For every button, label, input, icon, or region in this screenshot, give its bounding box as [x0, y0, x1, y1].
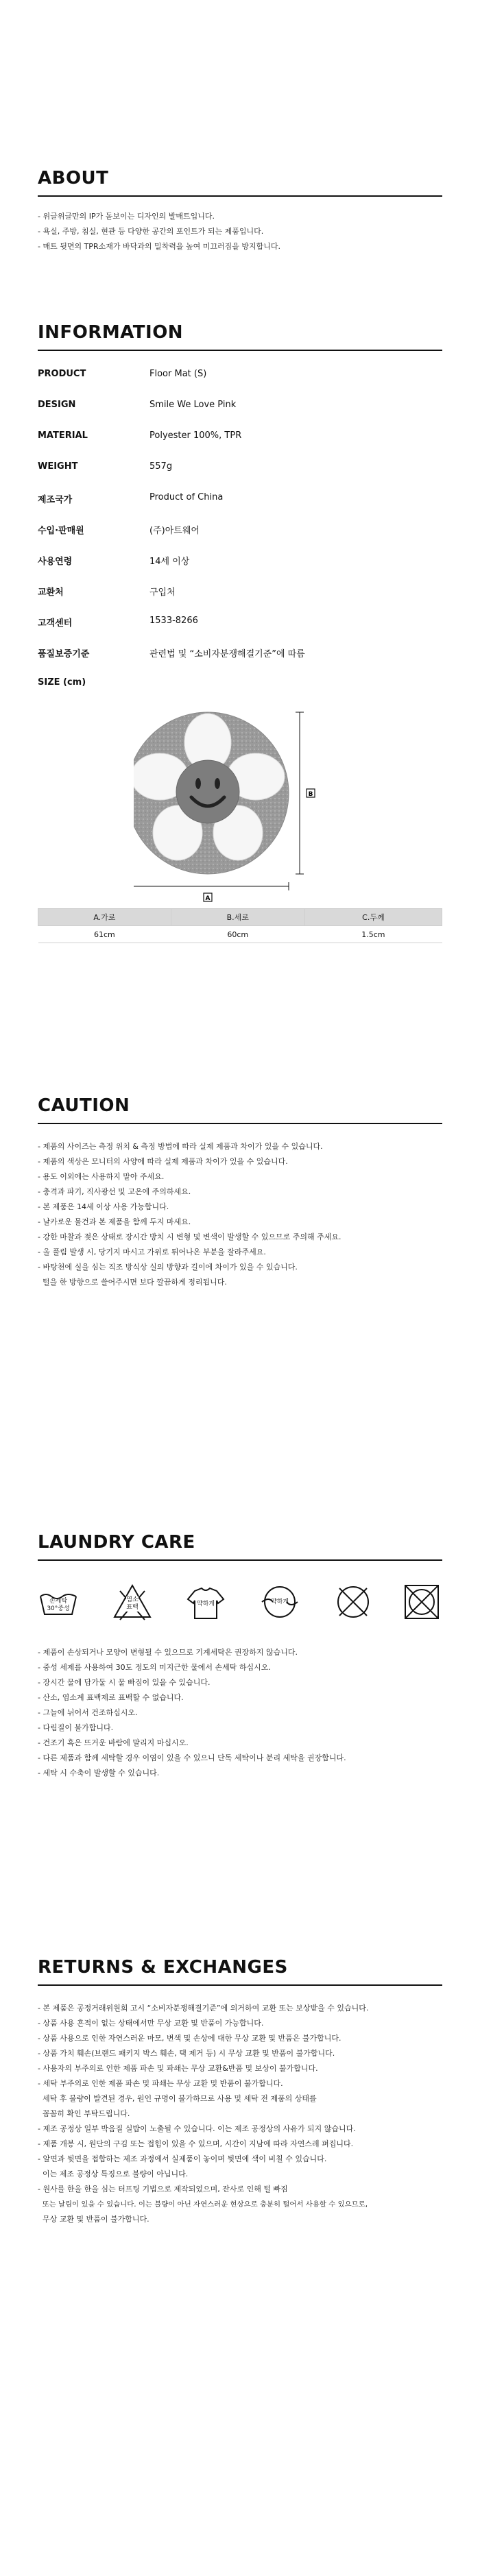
caution-title: CAUTION	[38, 1095, 130, 1116]
list-item: 털을 한 방향으로 쓸어주시면 보다 깔끔하게 정리됩니다.	[38, 1278, 227, 1287]
no-chlorine-bleach-icon	[112, 1581, 153, 1623]
list-item: - 상품 사용으로 인한 자연스러운 마모, 변색 및 손상에 대한 무상 교환 및 반품은 불가합니다.	[38, 2034, 341, 2043]
size-header-b: B.세로	[171, 909, 304, 926]
hand-wash-30-icon	[38, 1581, 79, 1623]
no-dry-clean-icon	[333, 1581, 374, 1623]
info-row-customer-center	[38, 616, 442, 629]
list-item: - 알면과 뒷면을 접합하는 제조 과정에서 실제품이 놓이며 뒷면에 색이 비칠 수 있습니다.	[38, 2154, 327, 2163]
care-text: 약하게	[270, 1599, 289, 1605]
list-item: - 위글위글만의 IP가 돋보이는 디자인의 발매트입니다.	[38, 212, 215, 221]
info-label: 품질보증기준	[38, 649, 90, 659]
care-text: 손세탁	[49, 1598, 68, 1605]
laundry-title: LAUNDRY CARE	[38, 1532, 195, 1553]
returns-list	[38, 2001, 442, 2227]
list-item: - 제품의 색상은 모니터의 사양에 따라 실제 제품과 차이가 있을 수 있습니다.	[38, 1157, 288, 1166]
info-value: Product of China	[149, 492, 224, 502]
smile-eye-left	[195, 778, 201, 789]
list-item: 이는 제조 공정상 특징으로 불량이 아닙니다.	[38, 2170, 189, 2178]
returns-title: RETURNS & EXCHANGES	[38, 1957, 288, 1978]
list-item: - 사용자의 부주의로 인한 제품 파손 및 파쇄는 무상 교환&반품 및 보상이 불가합니다.	[38, 2064, 318, 2073]
information-title: INFORMATION	[38, 322, 184, 343]
list-item: - 제품이 손상되거나 모양이 변형될 수 있으므로 기계세탁은 권장하지 않습니다.	[38, 1648, 298, 1657]
info-row-country	[38, 492, 442, 506]
list-item: - 다른 제품과 함께 세탁할 경우 이염이 있을 수 있으니 단독 세탁이나 분리 세탁을 권장합니다.	[38, 1753, 346, 1762]
info-value: 구입처	[149, 587, 176, 598]
size-value-c: 1.5cm	[304, 926, 442, 943]
info-label: DESIGN	[38, 400, 76, 410]
care-icons-row	[38, 1581, 442, 1643]
information-section	[38, 322, 442, 939]
info-row-importer	[38, 523, 442, 537]
info-value: 557g	[149, 461, 173, 472]
list-item: - 충격과 파기, 직사광선 및 고온에 주의하세요.	[38, 1187, 191, 1196]
list-item: - 중성 세제를 사용하여 30도 정도의 미지근한 물에서 손세탁 하십시오.	[38, 1663, 271, 1672]
list-item: - 바탕천에 실을 심는 직조 방식상 실의 방향과 길이에 차이가 있을 수 있습니다.	[38, 1263, 298, 1272]
list-item: - 상품 가치 훼손(브랜드 패키지 박스 훼손, 택 제거 등) 시 무상 교환 및 반품이 불가합니다.	[38, 2049, 335, 2058]
info-value: Floor Mat (S)	[149, 369, 207, 379]
list-item: - 원사를 한올 한올 심는 터프팅 기법으로 제작되었으며, 잔사로 인해 털 빠짐	[38, 2185, 288, 2194]
returns-section	[38, 1957, 442, 2227]
care-text: 표백	[126, 1604, 139, 1611]
info-row-age	[38, 554, 442, 568]
list-item: - 용도 이외에는 사용하지 말아 주세요.	[38, 1172, 165, 1181]
info-label: PRODUCT	[38, 369, 86, 379]
list-item: - 그늘에 뉘어서 건조하십시오.	[38, 1708, 138, 1717]
list-item: - 올 풀림 발생 시, 당기지 마시고 가위로 튀어나온 부분을 잘라주세요.	[38, 1248, 266, 1256]
laundry-section	[38, 1532, 442, 1888]
info-label: 사용연령	[38, 557, 73, 567]
returns-divider	[38, 1984, 442, 1986]
size-table	[38, 908, 442, 943]
info-label: 제조국가	[38, 495, 73, 505]
info-row-product	[38, 369, 442, 382]
smile-face	[176, 760, 239, 823]
no-wringing-icon	[259, 1581, 300, 1623]
info-label: 교환처	[38, 587, 64, 598]
caution-list	[38, 1139, 442, 1290]
about-list	[38, 209, 442, 254]
about-title: ABOUT	[38, 168, 109, 189]
dim-b-text: B	[308, 791, 313, 798]
info-row-exchange	[38, 585, 442, 598]
list-item: - 제품의 사이즈는 측정 위치 & 측정 방법에 따라 실제 제품과 차이가 있을 수 있습니다.	[38, 1142, 323, 1151]
info-label: 수입·판매원	[38, 526, 84, 536]
size-value-a: 61cm	[38, 926, 171, 943]
caution-section	[38, 1095, 442, 1290]
info-value: 관련법 및 “소비자분쟁해결기준”에 따름	[149, 649, 305, 659]
list-item: - 다림질이 불가합니다.	[38, 1723, 114, 1732]
laundry-divider	[38, 1559, 442, 1561]
size-header-a: A.가로	[38, 909, 171, 926]
info-label: MATERIAL	[38, 430, 88, 441]
info-row-design	[38, 400, 442, 413]
info-row-quality	[38, 646, 442, 660]
about-section	[38, 168, 442, 254]
info-label: 고객센터	[38, 618, 73, 629]
about-divider	[38, 195, 442, 197]
list-item: - 본 제품은 공정거래위원회 고시 “소비자분쟁해결기준”에 의거하여 교환 또는 보상받을 수 있습니다.	[38, 2004, 369, 2013]
list-item: - 세탁 시 수축이 발생할 수 있습니다.	[38, 1769, 160, 1777]
smile-eye-right	[215, 778, 220, 789]
info-value: Smile We Love Pink	[149, 400, 237, 410]
list-item: - 상품 사용 흔적이 없는 상태에서만 무상 교환 및 반품이 가능합니다.	[38, 2019, 264, 2028]
info-row-weight	[38, 461, 442, 475]
list-item: 세탁 후 불량이 발견된 경우, 원인 규명이 불가하므로 사용 및 세탁 전 제품의 상태를	[38, 2094, 317, 2103]
list-item: - 세탁 부주의로 인한 제품 파손 및 파쇄는 무상 교환 및 반품이 불가합니다.	[38, 2079, 283, 2088]
dry-shade-flat-icon	[185, 1581, 226, 1623]
size-header-c: C.두께	[304, 909, 442, 926]
list-item: - 건조기 혹은 뜨거운 바람에 말리지 마십시오.	[38, 1738, 189, 1747]
info-row-material	[38, 430, 442, 444]
info-value: 1533-8266	[149, 616, 198, 626]
info-value: 14세 이상	[149, 557, 190, 567]
list-item: - 본 제품은 14세 이상 사용 가능합니다.	[38, 1202, 169, 1211]
info-value: (주)아트웨어	[149, 526, 200, 536]
list-item: - 욕실, 주방, 침실, 현관 등 다양한 공간의 포인트가 되는 제품입니다.	[38, 227, 264, 236]
list-item: - 산소, 염소계 표백제로 표백할 수 없습니다.	[38, 1693, 184, 1702]
list-item: 또는 날림이 있을 수 있습니다. 이는 불량이 아닌 자연스러운 현상으로 충분히 털어서 사용할 수 있으므로,	[38, 2200, 368, 2209]
care-text: 30°중성	[47, 1605, 70, 1612]
info-value: Polyester 100%, TPR	[149, 430, 242, 441]
list-item: - 제품 개봉 시, 원단의 구김 또는 접힘이 있을 수 있으며, 시간이 지남에 따라 자연스레 펴집니다.	[38, 2139, 354, 2148]
information-divider	[38, 350, 442, 351]
caution-divider	[38, 1123, 442, 1124]
list-item: 무상 교환 및 반품이 불가합니다.	[38, 2215, 149, 2224]
size-value-b: 60cm	[171, 926, 304, 943]
list-item: - 강한 마찰과 젖은 상태로 장시간 방치 시 변형 및 변색이 발생할 수 있으므로 주의해 주세요.	[38, 1232, 341, 1241]
dim-a-text: A	[205, 895, 211, 902]
care-text: 염소	[126, 1596, 139, 1603]
info-label: WEIGHT	[38, 461, 78, 472]
list-item: - 장시간 물에 담가둘 시 물 빠짐이 있을 수 있습니다.	[38, 1678, 211, 1687]
floor-mat-diagram	[134, 703, 353, 908]
size-label	[38, 677, 442, 691]
care-text: 약하게	[196, 1601, 215, 1607]
list-item: - 매트 뒷면의 TPR소재가 바닥과의 밀착력을 높여 미끄러짐을 방지합니다.	[38, 242, 280, 251]
list-item: - 날카로운 물건과 본 제품을 함께 두지 마세요.	[38, 1217, 191, 1226]
no-tumble-dry-icon	[401, 1581, 442, 1623]
laundry-list	[38, 1645, 346, 1781]
list-item: - 제조 공정상 일부 박음질 실밥이 노출될 수 있습니다. 이는 제조 공정상의 사유가 되지 않습니다.	[38, 2124, 356, 2133]
list-item: 꼼꼼히 확인 부탁드립니다.	[38, 2109, 130, 2118]
size-label-text: SIZE (cm)	[38, 677, 86, 688]
